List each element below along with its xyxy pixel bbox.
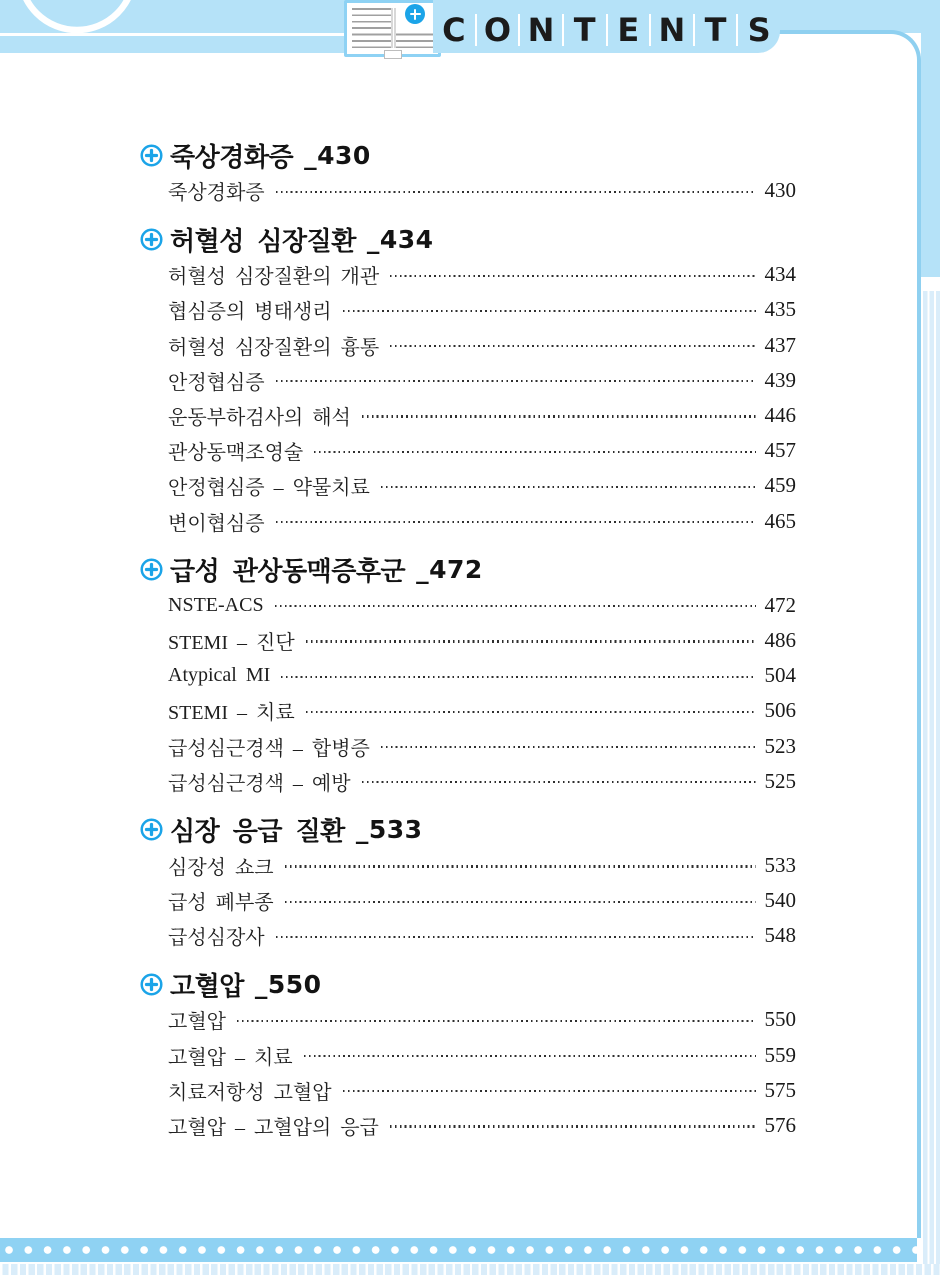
toc-section bbox=[140, 552, 796, 799]
contents-letter: T bbox=[693, 14, 737, 46]
medical-cross-icon bbox=[405, 4, 425, 24]
toc-entry-label: STEMI – 진단 bbox=[168, 631, 295, 654]
toc-row bbox=[140, 588, 796, 623]
toc-row bbox=[140, 1108, 796, 1143]
contents-letter: S bbox=[736, 14, 780, 46]
toc-section bbox=[140, 966, 796, 1143]
toc-row bbox=[140, 918, 796, 953]
toc-section bbox=[140, 137, 796, 208]
toc-entry-page: 504 bbox=[764, 663, 796, 688]
dot-leader bbox=[285, 901, 756, 903]
dot-leader bbox=[304, 1055, 756, 1057]
book-left-page bbox=[352, 8, 393, 48]
toc-entry-label: 급성심근경색 – 예방 bbox=[168, 772, 351, 795]
contents-title-tab bbox=[433, 0, 780, 53]
toc-row bbox=[140, 693, 796, 728]
toc-row bbox=[140, 257, 796, 292]
section-title: 허혈성 심장질환 bbox=[170, 226, 356, 257]
toc-entry-label: 고혈압 – 고혈압의 응급 bbox=[168, 1117, 379, 1140]
toc-entry-page: 459 bbox=[764, 473, 796, 498]
toc-entry-label: 치료저항성 고혈압 bbox=[168, 1081, 332, 1104]
section-page-label: _472 bbox=[416, 555, 483, 585]
toc-row bbox=[140, 468, 796, 503]
right-margin-strip bbox=[921, 291, 940, 1275]
dot-leader bbox=[306, 711, 756, 713]
section-page-label: _550 bbox=[254, 969, 322, 999]
toc-entry-label: 심장성 쇼크 bbox=[168, 856, 274, 879]
dot-leader bbox=[276, 191, 756, 193]
toc-row bbox=[140, 1038, 796, 1073]
toc-row bbox=[140, 1002, 796, 1037]
contents-letter: N bbox=[518, 14, 562, 46]
dot-leader bbox=[390, 1125, 756, 1127]
toc-section bbox=[140, 221, 796, 539]
toc-row bbox=[140, 504, 796, 539]
section-title: 급성 관상동맥증후군 bbox=[170, 557, 406, 588]
toc-row bbox=[140, 398, 796, 433]
dot-leader bbox=[275, 605, 756, 607]
toc-row bbox=[140, 848, 796, 883]
contents-letter: N bbox=[649, 14, 693, 46]
toc-row bbox=[140, 433, 796, 468]
panel-top-right-border bbox=[770, 30, 921, 100]
table-of-contents bbox=[140, 137, 796, 1143]
dot-leader bbox=[276, 936, 756, 938]
toc-entry-label: 급성심근경색 – 합병증 bbox=[168, 737, 370, 760]
contents-letter: C bbox=[442, 10, 466, 49]
section-heading bbox=[140, 812, 796, 848]
toc-entry-label: 죽상경화증 bbox=[168, 182, 265, 205]
contents-letter: E bbox=[606, 14, 650, 46]
toc-entry-page: 550 bbox=[764, 1007, 796, 1032]
dot-leader bbox=[381, 746, 756, 748]
toc-entry-page: 430 bbox=[764, 178, 796, 203]
dot-leader bbox=[390, 275, 755, 277]
toc-row bbox=[140, 328, 796, 363]
dot-leader bbox=[306, 640, 756, 642]
plus-circle-icon bbox=[140, 818, 163, 841]
dot-leader bbox=[285, 865, 756, 867]
toc-entry-page: 446 bbox=[764, 403, 796, 428]
toc-row bbox=[140, 623, 796, 658]
toc-entry-page: 559 bbox=[764, 1042, 796, 1067]
toc-entry-page: 439 bbox=[764, 367, 796, 392]
section-title: 심장 응급 질환 bbox=[170, 817, 345, 848]
dot-leader bbox=[343, 1090, 756, 1092]
toc-section bbox=[140, 812, 796, 954]
toc-row bbox=[140, 728, 796, 763]
plus-circle-icon bbox=[140, 973, 163, 996]
toc-entry-label: 허혈성 심장질환의 흉통 bbox=[168, 336, 380, 359]
toc-entry-label: Atypical MI bbox=[168, 664, 271, 687]
toc-entry-page: 540 bbox=[764, 888, 796, 913]
dot-leader bbox=[237, 1020, 756, 1022]
dot-leader bbox=[390, 345, 755, 347]
toc-row bbox=[140, 363, 796, 398]
dot-leader bbox=[281, 676, 755, 678]
dot-leader bbox=[362, 415, 756, 417]
toc-row bbox=[140, 658, 796, 693]
toc-entry-label: 고혈압 bbox=[168, 1011, 226, 1034]
dot-leader bbox=[276, 521, 756, 523]
toc-entry-label: 협심증의 병태생리 bbox=[168, 301, 332, 324]
plus-circle-icon bbox=[140, 558, 163, 581]
contents-letter: T bbox=[562, 14, 606, 46]
section-page-label: _430 bbox=[304, 140, 371, 170]
footer-stripe-band bbox=[0, 1264, 940, 1275]
toc-entry-page: 437 bbox=[764, 332, 796, 357]
toc-entry-page: 523 bbox=[764, 733, 796, 758]
toc-row bbox=[140, 883, 796, 918]
toc-entry-label: STEMI – 치료 bbox=[168, 702, 295, 725]
toc-entry-label: NSTE-ACS bbox=[168, 593, 264, 616]
plus-circle-icon bbox=[140, 228, 163, 251]
section-heading bbox=[140, 552, 796, 588]
dot-leader bbox=[314, 451, 755, 453]
toc-entry-label: 허혈성 심장질환의 개관 bbox=[168, 266, 380, 289]
dot-leader bbox=[343, 310, 756, 312]
toc-entry-label: 고혈압 – 치료 bbox=[168, 1046, 293, 1069]
toc-entry-page: 533 bbox=[764, 852, 796, 877]
toc-entry-page: 576 bbox=[764, 1113, 796, 1138]
section-title: 고혈압 bbox=[170, 971, 244, 1002]
toc-entry-page: 465 bbox=[764, 508, 796, 533]
plus-circle-icon bbox=[140, 144, 163, 167]
toc-entry-page: 525 bbox=[764, 768, 796, 793]
decor-ring-icon bbox=[0, 0, 220, 33]
toc-entry-label: 급성 폐부종 bbox=[168, 892, 274, 915]
toc-entry-label: 안정협심증 – 약물치료 bbox=[168, 477, 370, 500]
toc-entry-label: 변이협심증 bbox=[168, 512, 265, 535]
section-heading bbox=[140, 137, 796, 173]
toc-entry-label: 운동부하검사의 해석 bbox=[168, 407, 351, 430]
toc-entry-page: 575 bbox=[764, 1077, 796, 1102]
section-heading bbox=[140, 966, 796, 1002]
toc-entry-page: 435 bbox=[764, 297, 796, 322]
open-book-icon bbox=[344, 0, 441, 57]
toc-entry-page: 457 bbox=[764, 438, 796, 463]
toc-row bbox=[140, 1073, 796, 1108]
toc-entry-label: 급성심장사 bbox=[168, 927, 265, 950]
section-title: 죽상경화증 bbox=[170, 142, 294, 173]
toc-entry-page: 486 bbox=[764, 627, 796, 652]
toc-entry-page: 434 bbox=[764, 262, 796, 287]
dot-leader bbox=[381, 486, 756, 488]
toc-entry-page: 472 bbox=[764, 592, 796, 617]
section-heading bbox=[140, 221, 796, 257]
toc-entry-page: 548 bbox=[764, 923, 796, 948]
header-band-lower-strip bbox=[0, 36, 350, 53]
toc-row bbox=[140, 173, 796, 208]
toc-row bbox=[140, 764, 796, 799]
dot-leader bbox=[276, 380, 756, 382]
contents-letter: O bbox=[475, 14, 519, 46]
toc-row bbox=[140, 292, 796, 327]
toc-entry-page: 506 bbox=[764, 698, 796, 723]
toc-entry-label: 안정협심증 bbox=[168, 371, 265, 394]
right-margin-strip-top bbox=[921, 33, 940, 277]
bookmark-tab-icon bbox=[384, 50, 402, 59]
section-page-label: _434 bbox=[366, 224, 434, 254]
toc-entry-label: 관상동맥조영술 bbox=[168, 442, 304, 465]
section-page-label: _533 bbox=[355, 815, 423, 845]
dot-leader bbox=[362, 781, 756, 783]
footer-dotted-band bbox=[0, 1238, 917, 1262]
